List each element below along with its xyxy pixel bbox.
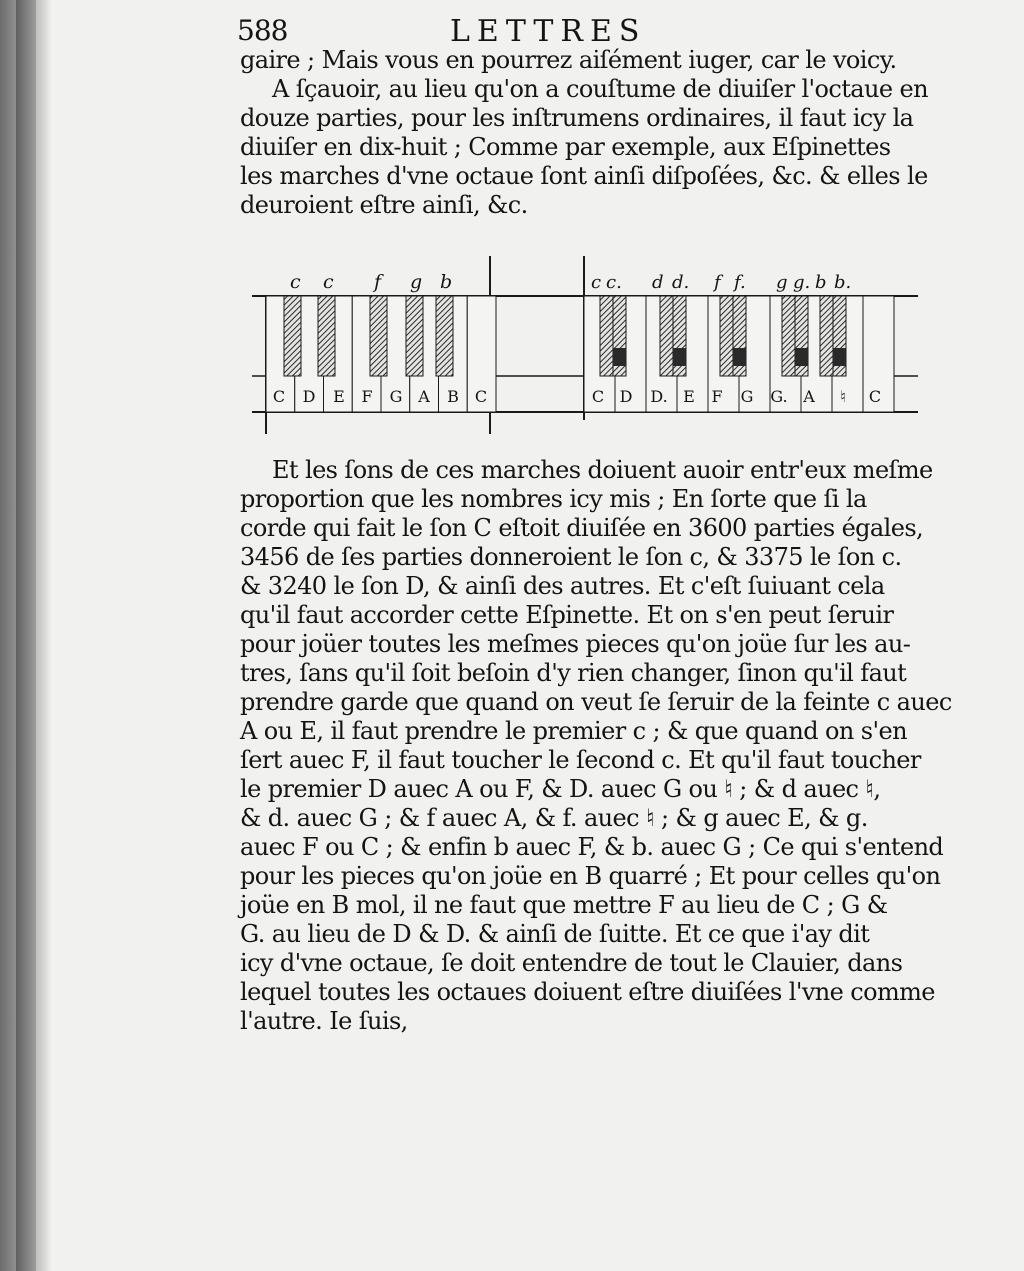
key-label: g.: [793, 272, 811, 293]
text-line: prendre garde que quand on veut ſe ſeruir de la feinte c auec: [240, 688, 952, 716]
black-key: [436, 296, 453, 376]
key-label: C: [868, 387, 882, 406]
text-line: ſert auec F, il faut toucher le ſecond c. Et qu'il faut toucher: [240, 746, 921, 774]
key-label: g: [776, 272, 788, 293]
black-key-split-mark: [833, 348, 846, 366]
black-key-front: [782, 296, 795, 376]
text-line: pour joüer toutes les meſmes pieces qu'on joüe ſur les au-: [240, 630, 911, 658]
key-label: D.: [650, 387, 668, 406]
key-label: b: [815, 272, 827, 293]
text-line: A ſçauoir, au lieu qu'on a couſtume de diuiſer l'octaue en: [272, 75, 928, 103]
black-key: [406, 296, 423, 376]
key-label: G: [740, 387, 754, 406]
key-label: A: [418, 387, 430, 406]
key-label: D: [302, 387, 316, 406]
text-line: douze parties, pour les inſtrumens ordinaires, il faut icy la: [240, 104, 914, 132]
text-line: & d. auec G ; & f auec A, & f. auec ♮ ; & g auec E, & g.: [240, 804, 868, 832]
text-line: pour les pieces qu'on joüe en B quarré ; Et pour celles qu'on: [240, 862, 941, 890]
black-key-front: [600, 296, 613, 376]
text-line: qu'il faut accorder cette Eſpinette. Et on s'en peut ſeruir: [240, 601, 894, 629]
running-head: LETTRES: [450, 14, 647, 49]
key-label: C: [591, 387, 605, 406]
key-label: c: [591, 272, 602, 293]
key-label: b.: [834, 272, 852, 293]
text-line: deuroient eſtre ainſi, &c.: [240, 191, 528, 219]
text-line: joüe en B mol, il ne faut que mettre F au lieu de C ; G &: [240, 891, 888, 919]
black-key-front: [720, 296, 733, 376]
key-label: c: [290, 271, 301, 293]
text-line: & 3240 le ſon D, & ainſi des autres. Et c'eſt ſuiuant cela: [240, 572, 885, 600]
text-line: les marches d'vne octaue ſont ainſi diſpoſées, &c. & elles le: [240, 162, 928, 190]
key-label: C: [474, 387, 488, 406]
key-label: C: [272, 387, 286, 406]
key-label: b: [440, 271, 453, 293]
key-label: c: [323, 271, 334, 293]
text-line: lequel toutes les octaues doiuent eſtre diuiſées l'vne comme: [240, 978, 935, 1006]
text-line: gaire ; Mais vous en pourrez aiſément iuger, car le voicy.: [240, 46, 897, 74]
text-line: 3456 de ſes parties donneroient le ſon c, & 3375 le ſon c.: [240, 543, 902, 571]
left-upper-labels: [290, 271, 452, 293]
text-line: proportion que les nombres icy mis ; En ſorte que ſi la: [240, 485, 867, 513]
key-label: E: [333, 387, 345, 406]
black-key-split-mark: [733, 348, 746, 366]
right-upper-labels: [591, 272, 851, 293]
key-label: d.: [672, 272, 690, 293]
text-line: tres, ſans qu'il ſoit beſoin d'y rien changer, ſinon qu'il faut: [240, 659, 907, 687]
key-label: E: [683, 387, 695, 406]
key-label: f: [714, 272, 721, 293]
key-label: F: [711, 387, 723, 406]
key-label: A: [803, 387, 815, 406]
page-number: 588: [237, 14, 288, 47]
key-label: g: [410, 271, 423, 293]
black-key-split-mark: [795, 348, 808, 366]
text-block-bottom: [240, 456, 952, 1036]
key-label: F: [361, 387, 373, 406]
text-line: A ou E, il faut prendre le premier c ; & que quand on s'en: [240, 717, 907, 745]
key-label: G.: [770, 387, 788, 406]
text-line: icy d'vne octaue, ſe doit entendre de tout le Clauier, dans: [240, 949, 903, 977]
text-line: l'autre. Ie ſuis,: [240, 1007, 408, 1035]
text-line: auec F ou C ; & enfin b auec F, & b. auec G ; Ce qui s'entend: [240, 833, 944, 861]
book-spine-edge: [16, 0, 36, 1271]
text-line: corde qui fait le ſon C eſtoit diuiſée en 3600 parties égales,: [240, 514, 924, 542]
keyboard-figure: [248, 250, 928, 440]
key-label: D: [619, 387, 633, 406]
black-key-split-mark: [613, 348, 626, 366]
text-line: le premier D auec A ou F, & D. auec G ou ♮ ; & d auec ♮,: [240, 775, 881, 803]
key-label: f.: [734, 272, 746, 293]
key-label: G: [389, 387, 403, 406]
black-key-front: [820, 296, 833, 376]
key-label: B: [447, 387, 459, 406]
text-line: G. au lieu de D & D. & ainſi de ſuitte. Et ce que i'ay dit: [240, 920, 870, 948]
key-label: d: [652, 272, 664, 293]
black-key: [370, 296, 387, 376]
key-label: f: [374, 271, 382, 293]
key-label: ♮: [840, 387, 846, 406]
black-key: [318, 296, 335, 376]
black-key: [284, 296, 301, 376]
text-block-top: [240, 46, 928, 220]
text-line: Et les ſons de ces marches doiuent auoir entr'eux meſme: [272, 456, 933, 484]
black-key-front: [660, 296, 673, 376]
key-label: c.: [606, 272, 622, 293]
black-key-split-mark: [673, 348, 686, 366]
text-line: diuiſer en dix-huit ; Comme par exemple, aux Eſpinettes: [240, 133, 891, 161]
